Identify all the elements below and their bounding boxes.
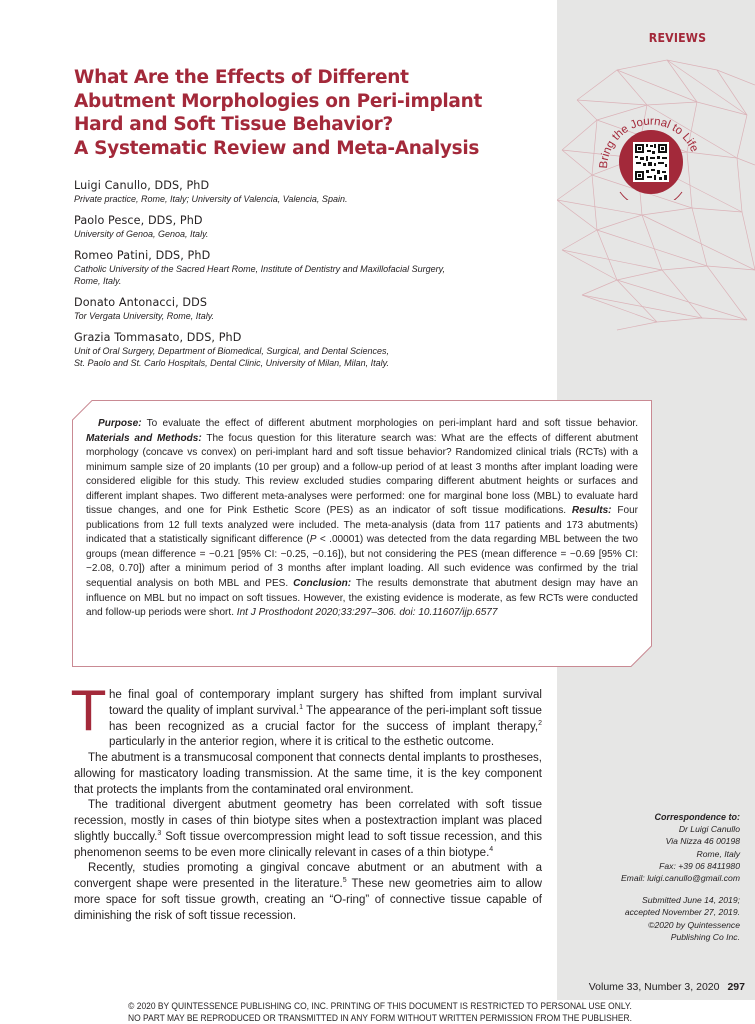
copyright-line: © 2020 BY QUINTESSENCE PUBLISHING CO, INC. PRINTING OF THIS DOCUMENT IS RESTRICTED TO PERSONAL USE ONLY.: [128, 1001, 632, 1011]
author-list: [74, 178, 544, 377]
author-affiliation: Unit of Oral Surgery, Department of Biomedical, Surgical, and Dental Sciences,: [74, 346, 389, 356]
author-affiliation: Catholic University of the Sacred Heart Rome, Institute of Dentistry and Maxillofacial Surgery,: [74, 264, 445, 274]
drop-cap: T: [72, 680, 105, 743]
author-affiliation: St. Paolo and St. Carlo Hospitals, Dental Clinic, University of Milan, Milan, Italy.: [74, 358, 389, 368]
title-line: What Are the Effects of Different: [74, 67, 409, 88]
body-text-run: The traditional divergent abutment geometry has been correlated with soft tissue recession, mostly in cases of thin biotype sites when a postextraction implant was placed slightly buccally.: [74, 799, 542, 843]
abstract-methods-label: Materials and Methods:: [86, 432, 202, 444]
abstract-conclusion: The results demonstrate that abutment design may have an influence on MBL but no impact on soft tissues. However, the existing evidence is moderate, as few RCTs were conducted and follow-up periods were short.: [86, 578, 638, 619]
abstract-methods: The focus question for this literature search was: What are the effects of different abutment morphology (concave vs convex) on peri-implant hard and soft tissue behavior? Randomized clinical trials (RCTs) with a minimum sample size of 20 implants (10 per group) and a follow-up period of at least 3 months after implant loading were considered eligible for this study. This review excluded studies comparing different abutment heights or surfaces and different implant shapes. Two different meta-analyses were performed: one for marginal bone loss (MBL) to evaluate hard tissue changes, and one for Pink Esthetic Score (PES) as an indicator of soft tissue modifications.: [86, 432, 638, 517]
abstract-p-symbol: P: [309, 534, 317, 546]
author-affiliation: Private practice, Rome, Italy; University of Valencia, Valencia, Spain.: [74, 194, 348, 204]
abstract-results-label: Results:: [571, 505, 612, 517]
author-name: Paolo Pesce, DDS, PhD: [74, 214, 203, 227]
body-text-run: Soft tissue overcompression might lead to soft tissue recession, and this phenomenon seems to be even more clinically relevant in cases of a thin biotype.: [74, 830, 542, 859]
article-body: [72, 680, 542, 924]
author-affiliation: Tor Vergata University, Rome, Italy.: [74, 311, 215, 321]
abstract-results-cont: < .00001) was detected from the data regarding MBL between the two groups (mean difference = −0.21 [95% CI: −0.25, −0.16]), but not considering the PES (mean difference = −0.69 [95% CI: −2.08, 0.70]) after a minimum period of 3 months after implant loading. All such evidence was confirmed by the trial sequential analysis on both MBL and PES.: [86, 534, 638, 590]
reference-link[interactable]: 5: [342, 877, 347, 884]
author-affiliation: University of Genoa, Genoa, Italy.: [74, 229, 209, 239]
copyright-note: Publishing Co Inc.: [670, 931, 740, 942]
abstract-conclusion-label: Conclusion:: [293, 578, 352, 590]
correspondence-email[interactable]: Email: luigi.canullo@gmail.com: [620, 873, 740, 884]
copyright-footer: [67, 1000, 693, 1024]
body-paragraph: [72, 680, 542, 751]
submission-date: Submitted June 14, 2019;: [642, 895, 740, 906]
abstract-results: Four publications from 12 full texts analyzed were included. The meta-analysis (data from 117 patients and 173 abutments) indicated that a statistically significant difference (: [86, 505, 639, 546]
qr-code-badge[interactable]: [590, 100, 710, 200]
reference-link[interactable]: 4: [489, 845, 494, 853]
correspondence-line: Via Nizza 46 00198: [665, 836, 740, 847]
author-entry: [74, 178, 544, 205]
author-name: Luigi Canullo, DDS, PhD: [74, 179, 210, 192]
badge-arc-text: Bring the Journal to Life: [597, 115, 701, 169]
author-entry: [74, 248, 544, 287]
body-paragraph: [74, 798, 542, 861]
correspondence-block: [560, 811, 740, 943]
reference-link[interactable]: 2: [538, 719, 542, 727]
correspondence-line: Dr Luigi Canullo: [678, 824, 740, 835]
page-number: 297: [727, 981, 745, 993]
acceptance-date: accepted November 27, 2019.: [624, 907, 740, 918]
section-label: REVIEWS: [648, 30, 707, 45]
title-line: Abutment Morphologies on Peri-implant: [74, 90, 483, 112]
page-folio: [560, 981, 745, 993]
abstract-purpose: To evaluate the effect of different abutment morphologies on peri-implant hard and soft tissue behavior.: [141, 418, 638, 429]
author-name: Romeo Patini, DDS, PhD: [74, 249, 211, 262]
abstract-citation[interactable]: Int J Prosthodont 2020;33:297–306. doi: 10.11607/ijp.6577: [236, 607, 498, 619]
article-title: [74, 66, 544, 160]
title-line: Hard and Soft Tissue Behavior?: [74, 114, 393, 135]
correspondence-line: Rome, Italy: [696, 848, 740, 859]
copyright-line: NO PART MAY BE REPRODUCED OR TRANSMITTED IN ANY FORM WITHOUT WRITTEN PERMISSION FROM THE PUBLISHER.: [128, 1013, 632, 1023]
reference-link[interactable]: 1: [299, 703, 303, 711]
correspondence-line: Fax: +39 06 8411980: [659, 860, 740, 871]
body-paragraph: [74, 861, 542, 924]
body-text-run: Recently, studies promoting a gingival concave abutment or an abutment with a convergent shape were presented in the literature.: [74, 862, 542, 890]
author-entry: [74, 330, 544, 369]
correspondence-heading: Correspondence to:: [654, 812, 740, 822]
body-text-run: The appearance of the peri-implant soft tissue has been recognized as a crucial factor for the success of implant therapy,: [109, 704, 542, 733]
body-paragraph: The abutment is a transmucosal component that connects dental implants to prostheses, allowing for masticatory loading transmission. At the same time, it is the key component that protects the implants from the contaminated oral environment.: [74, 752, 542, 796]
body-text-run: he final goal of contemporary implant surgery has shifted from implant survival toward the quality of implant survival.: [109, 689, 542, 717]
geodesic-globe-decoration: [557, 40, 755, 360]
reference-link[interactable]: 3: [157, 829, 162, 837]
title-line: A Systematic Review and Meta-Analysis: [74, 137, 480, 159]
author-name: Donato Antonacci, DDS: [74, 296, 208, 309]
author-entry: [74, 213, 544, 240]
body-text-run: These new geometries aim to allow more space for soft tissue growth, creating an “O-ring” of connective tissue capable of diminishing the risk of soft tissue recession.: [74, 878, 542, 922]
author-affiliation: Rome, Italy.: [74, 276, 122, 286]
body-text-run: particularly in the anterior region, where it is critical to the esthetic outcome.: [109, 736, 495, 749]
author-entry: [74, 295, 544, 322]
abstract: [86, 417, 638, 621]
volume-info: Volume 33, Number 3, 2020: [588, 981, 720, 993]
author-name: Grazia Tommasato, DDS, PhD: [74, 331, 242, 344]
copyright-note: ©2020 by Quintessence: [648, 919, 740, 930]
abstract-purpose-label: Purpose:: [98, 418, 142, 429]
